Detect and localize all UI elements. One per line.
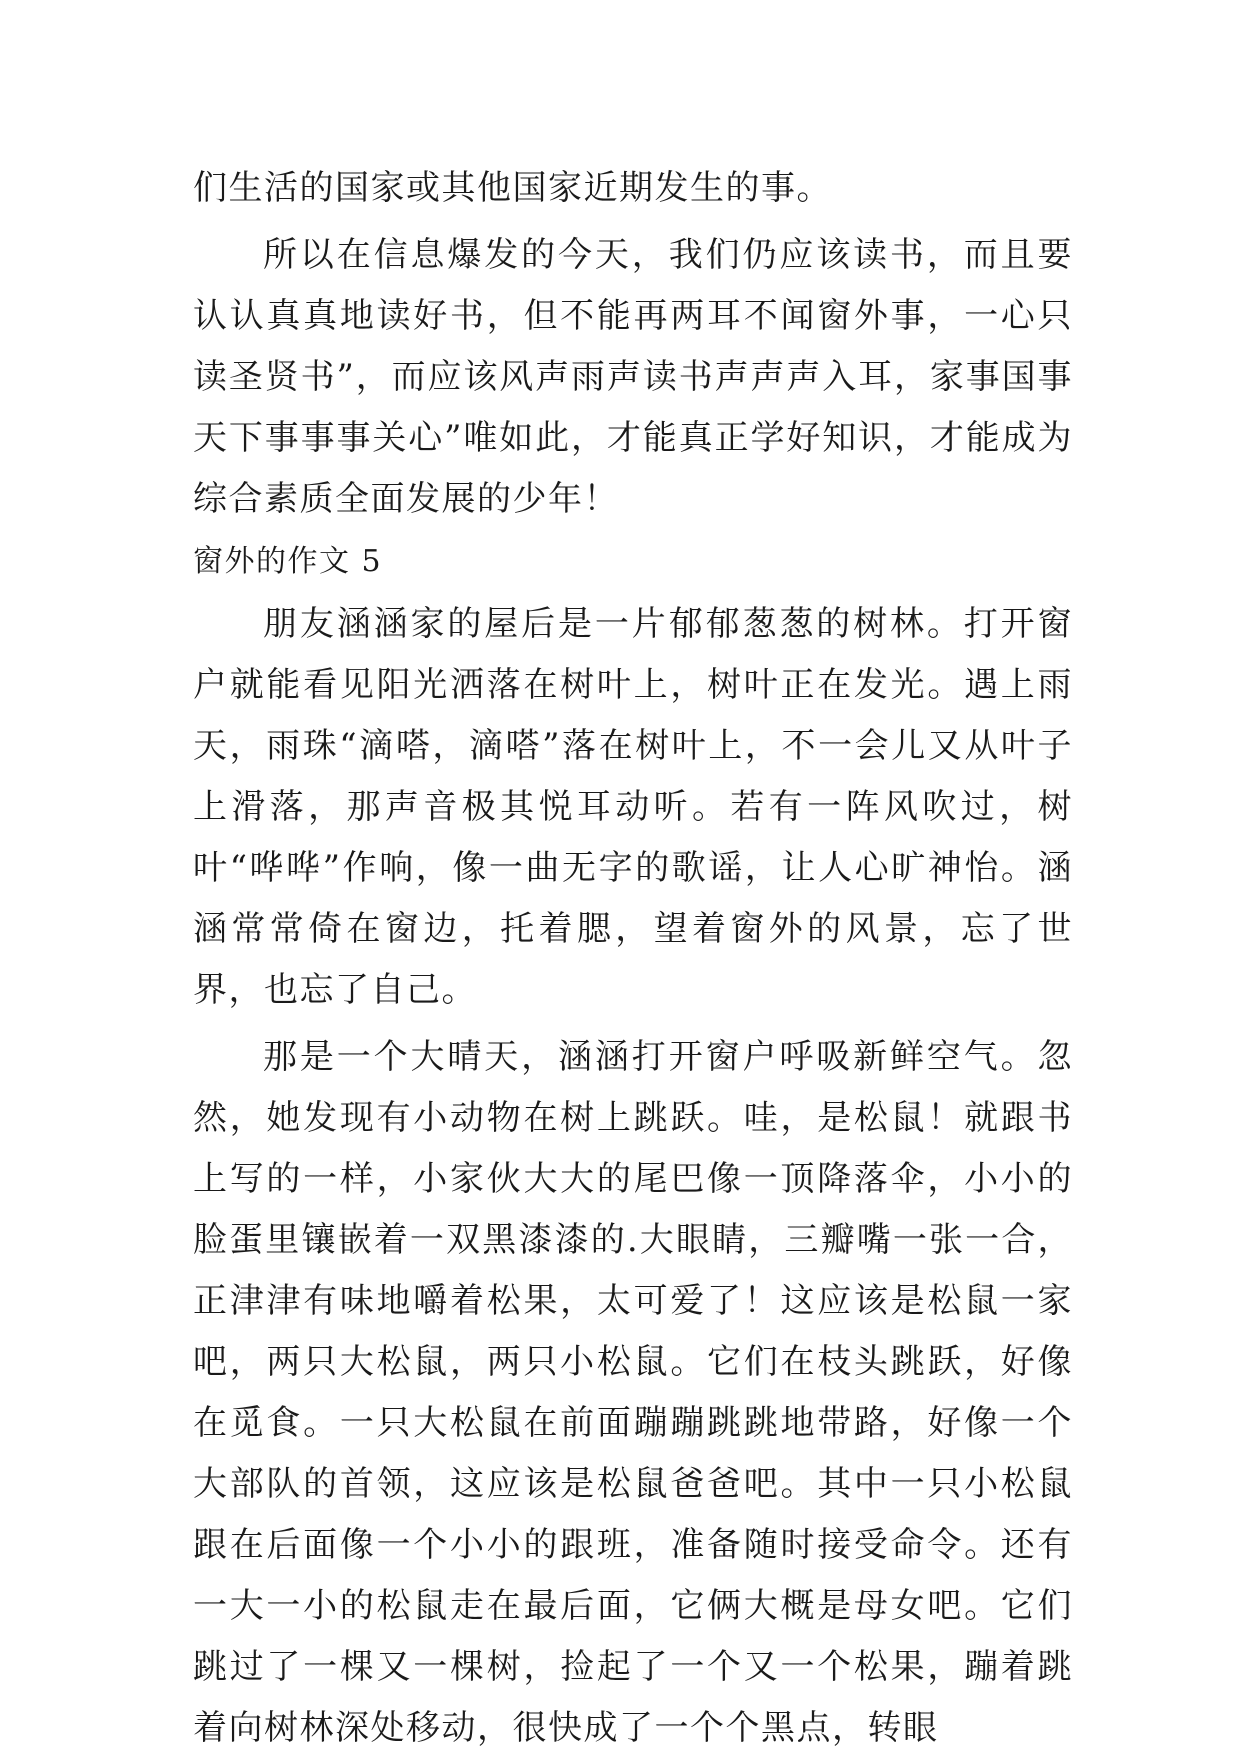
paragraph-squirrels: 那是一个大晴天，涵涵打开窗户呼吸新鲜空气。忽然，她发现有小动物在树上跳跃。哇，是松鼠！就跟书上写的一样，小家伙大大的尾巴像一顶降落伞，小小的脸蛋里镶嵌着一双黑漆漆的.大眼睛，三瓣嘴一张一合，正津津有味地嚼着松果，太可爱了！这应该是松鼠一家吧，两只大松鼠，两只小松鼠。它们在枝头跳跃，好像在觅食。一只大松鼠在前面蹦蹦跳跳地带路，好像一个大部队的首领，这应该是松鼠爸爸吧。其中一只小松鼠跟在后面像一个小小的跟班，准备随时接受命令。还有一大一小的松鼠走在最后面，它俩大概是母女吧。它们跳过了一棵又一棵树，捡起了一个又一个松果，蹦着跳着向树林深处移动，很快成了一个个黑点，转眼 [193,1037,1073,1748]
paragraph-reading-books: 所以在信息爆发的今天，我们仍应该读书，而且要认认真真地读好书，但不能再两耳不闻窗外事，一心只读圣贤书”，而应该风声雨声读书声声声入耳，家事国事天下事事事关心”唯如此，才能真正学好知识，才能成为综合素质全面发展的少年！ [193,235,1073,519]
paragraph-woods: 朋友涵涵家的屋后是一片郁郁葱葱的树林。打开窗户就能看见阳光洒落在树叶上，树叶正在发光。遇上雨天，雨珠“滴嗒，滴嗒”落在树叶上，不一会儿又从叶子上滑落，那声音极其悦耳动听。若有一阵风吹过，树叶“哗哗”作响，像一曲无字的歌谣，让人心旷神怡。涵涵常常倚在窗边，托着腮，望着窗外的风景，忘了世界，也忘了自己。 [193,604,1073,1010]
section-heading: 窗外的作文 5 [193,544,383,579]
document-body [193,158,1073,1759]
paragraph-continuation: 们生活的国家或其他国家近期发生的事。 [193,168,832,208]
